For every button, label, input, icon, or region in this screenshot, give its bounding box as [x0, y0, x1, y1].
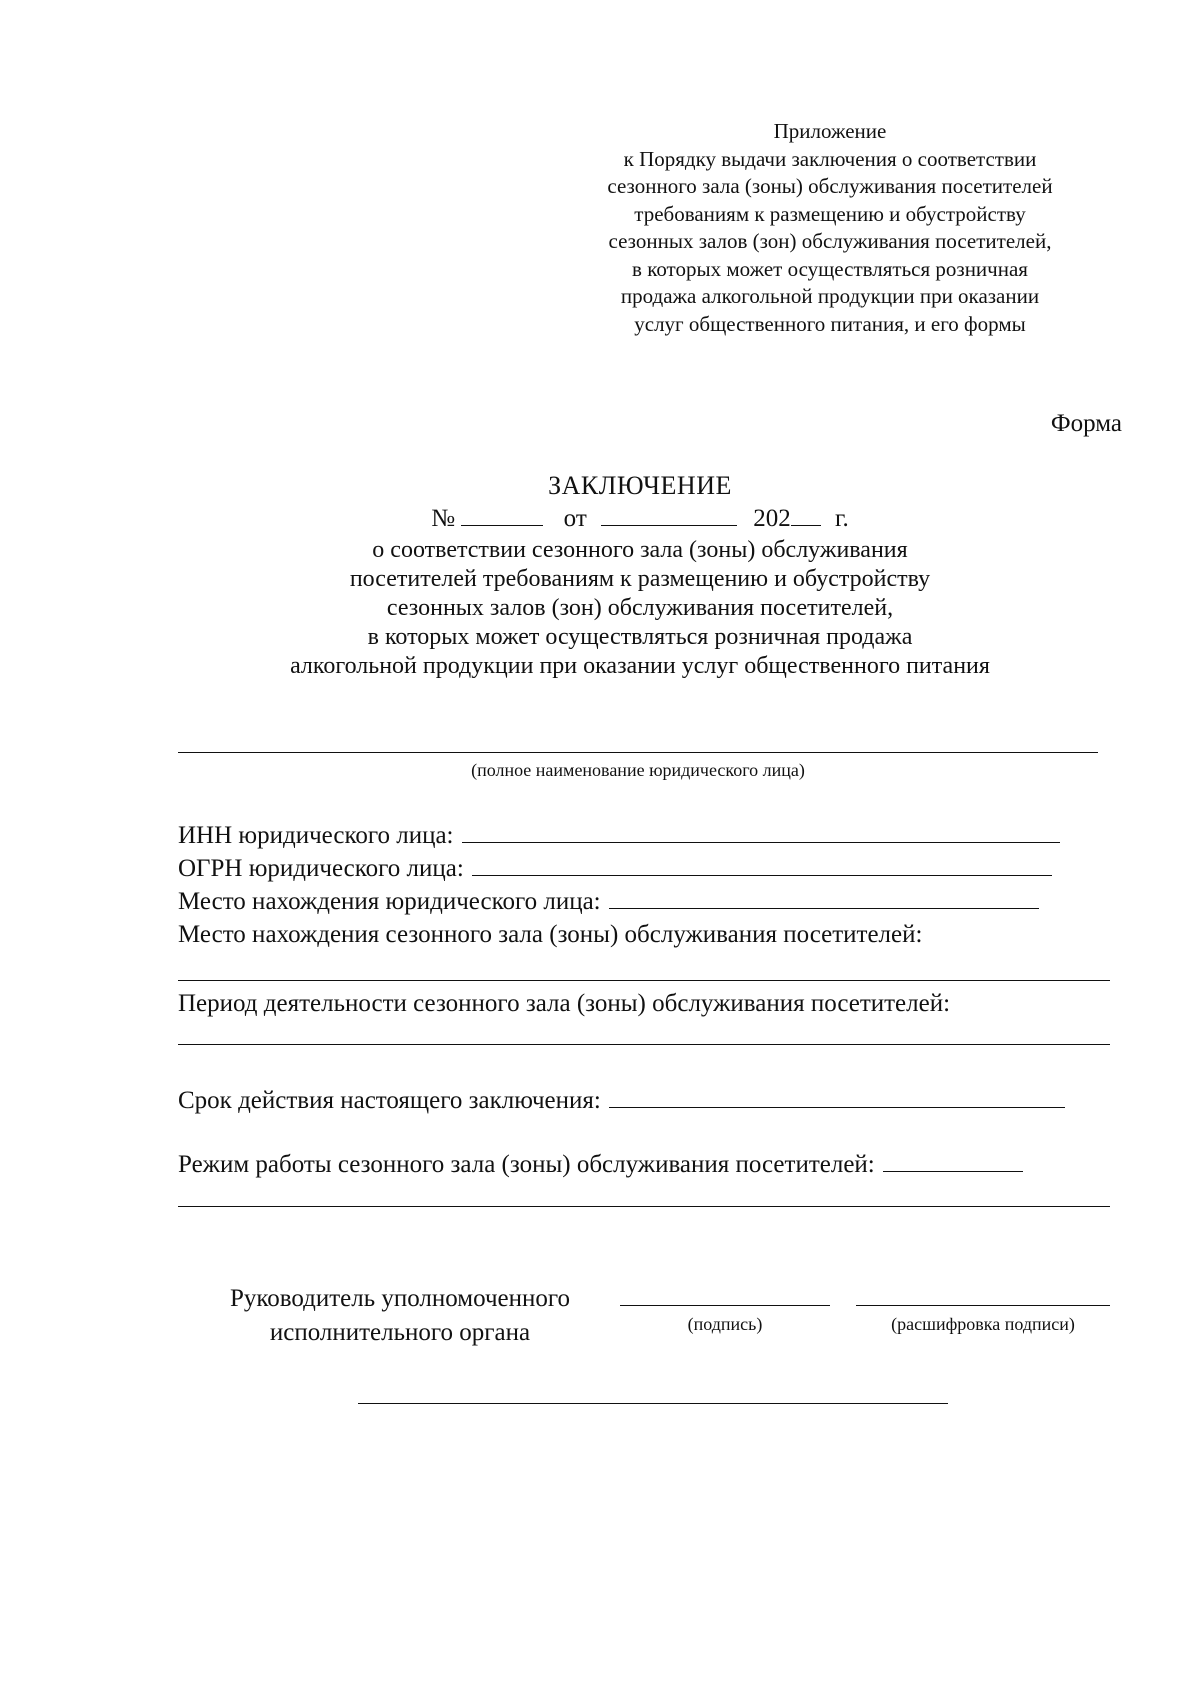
period-input-line[interactable] — [178, 1044, 1110, 1045]
form-label: Форма — [1050, 410, 1122, 437]
ogrn-label: ОГРН юридического лица: — [178, 855, 464, 882]
year-blank[interactable] — [791, 503, 821, 526]
ogrn-input-line[interactable] — [472, 874, 1052, 876]
annex-line: услуг общественного питания, и его формы — [634, 311, 1026, 336]
schedule-input-line[interactable] — [883, 1170, 1023, 1172]
period-label: Период деятельности сезонного зала (зоны) обслуживания посетителей: — [178, 990, 951, 1017]
validity-input-line[interactable] — [609, 1106, 1065, 1108]
signature-caption-text: (подпись) — [687, 1314, 763, 1334]
head-title — [180, 1282, 620, 1350]
annex-line: к Порядку выдачи заключения о соответствии — [623, 146, 1037, 171]
org-name-caption: (полное наименование юридического лица) — [471, 760, 805, 780]
annex-line: продажа алкогольной продукции при оказании — [620, 284, 1040, 308]
annex-line: Приложение — [773, 119, 887, 143]
subject-line: алкогольной продукции при оказании услуг общественного питания — [290, 653, 990, 679]
signature-caption — [620, 1314, 830, 1335]
org-location-label: Место нахождения юридического лица: — [178, 888, 601, 915]
subject-line: о соответствии сезонного зала (зоны) обслуживания — [372, 537, 908, 563]
document-title: ЗАКЛЮЧЕНИЕ — [548, 471, 732, 500]
number-date-line — [160, 502, 1120, 536]
zone-location-input-line[interactable] — [178, 980, 1110, 981]
date-blank[interactable] — [601, 503, 737, 526]
bottom-line[interactable] — [358, 1403, 948, 1404]
inn-label: ИНН юридического лица: — [178, 822, 454, 849]
annex-line: требованиям к размещению и обустройству — [634, 201, 1026, 226]
annex-line: в которых может осуществляться розничная — [632, 256, 1028, 281]
signature-line[interactable] — [620, 1305, 830, 1306]
head-title-line: Руководитель уполномоченного — [229, 1285, 571, 1312]
validity-field — [178, 1087, 1065, 1115]
org-location-field — [178, 888, 1039, 916]
date-prefix: от — [563, 505, 587, 532]
subject-line: посетителей требованиям к размещению и обустройству — [349, 566, 931, 592]
validity-label: Срок действия настоящего заключения: — [178, 1087, 601, 1114]
zone-location-field — [178, 921, 922, 949]
subject-line: в которых может осуществляться розничная продажа — [367, 624, 913, 650]
head-title-line: исполнительного органа — [269, 1319, 531, 1346]
number-blank[interactable] — [461, 503, 543, 526]
zone-location-label: Место нахождения сезонного зала (зоны) обслуживания посетителей: — [178, 921, 923, 948]
inn-input-line[interactable] — [462, 841, 1060, 843]
document-subject — [160, 536, 1120, 681]
annex-header — [560, 118, 1100, 338]
period-field — [178, 990, 950, 1018]
annex-line: сезонных залов (зон) обслуживания посетителей, — [608, 229, 1052, 253]
title-block — [160, 470, 1120, 681]
org-name-line[interactable] — [178, 752, 1098, 753]
org-location-input-line[interactable] — [609, 907, 1039, 909]
year-suffix: г. — [835, 505, 849, 532]
schedule-label: Режим работы сезонного зала (зоны) обслуживания посетителей: — [178, 1151, 875, 1178]
schedule-input-line-2[interactable] — [178, 1206, 1110, 1207]
number-prefix: № — [431, 505, 456, 532]
subject-line: сезонных залов (зон) обслуживания посетителей, — [386, 595, 894, 621]
signature-decoding-line[interactable] — [856, 1305, 1110, 1306]
inn-field — [178, 822, 1060, 850]
year-prefix: 202 — [753, 505, 791, 532]
ogrn-field — [178, 855, 1052, 883]
annex-line: сезонного зала (зоны) обслуживания посетителей — [607, 174, 1053, 198]
schedule-field — [178, 1151, 1023, 1179]
signature-decoding-caption: (расшифровка подписи) — [891, 1314, 1075, 1334]
